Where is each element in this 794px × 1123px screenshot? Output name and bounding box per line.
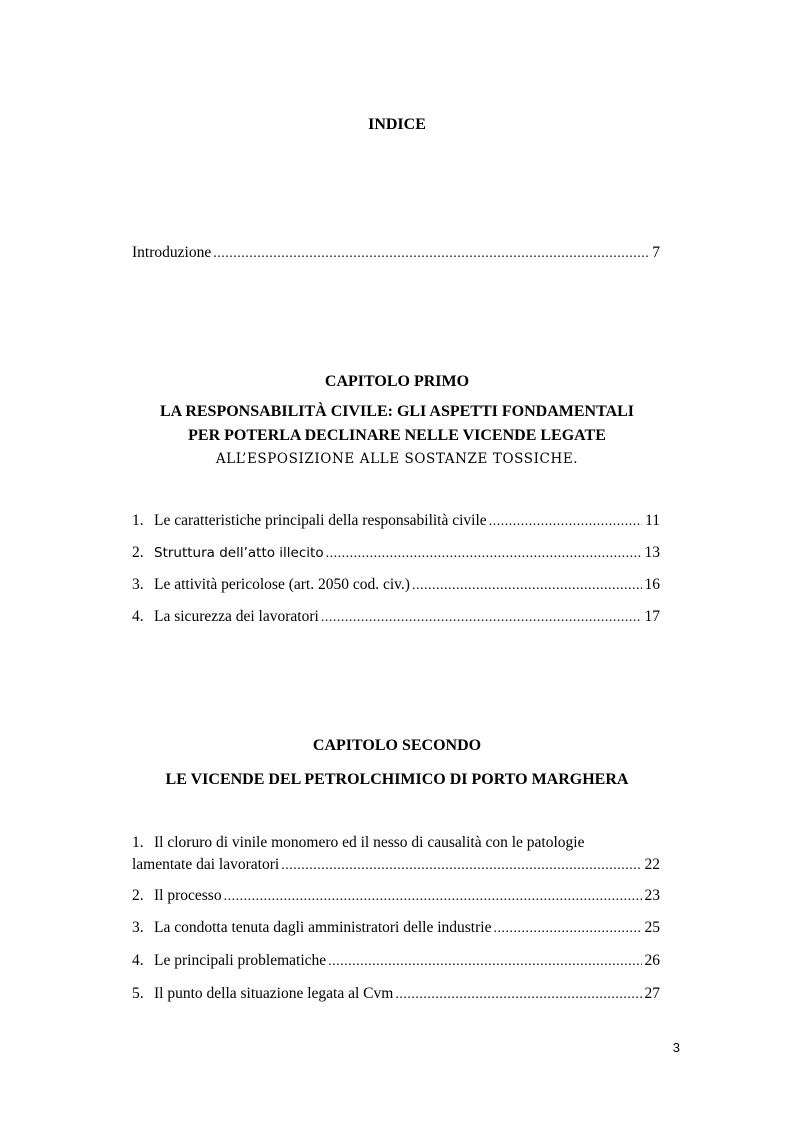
toc-entry-page: 13	[644, 544, 660, 561]
toc-entry-ch1-4[interactable]	[132, 607, 660, 627]
toc-entry-page: 17	[644, 608, 660, 625]
toc-entry-title: La condotta tenuta dagli amministratori delle industrie	[154, 919, 492, 936]
chapter-1-subtitle-line-2: PER POTERLA DECLINARE NELLE VICENDE LEGATE	[188, 427, 606, 444]
toc-leader-dots	[395, 985, 641, 1005]
chapter-2-heading: CAPITOLO SECONDO	[312, 737, 482, 754]
chapter-1-subtitle-line-1: LA RESPONSABILITÀ CIVILE: GLI ASPETTI FONDAMENTALI	[159, 403, 635, 420]
page-title: INDICE	[368, 116, 426, 133]
toc-entry-title: Le caratteristiche principali della responsabilità civile	[154, 512, 487, 529]
toc-entry-ch1-2[interactable]	[132, 543, 660, 563]
toc-entry-title: Il cloruro di vinile monomero ed il nesso di causalità con le patologie	[154, 834, 585, 851]
toc-entry-number: 2.	[132, 544, 144, 561]
toc-entry-title: Struttura dell’atto illecito	[154, 545, 324, 561]
toc-entry-number: 5.	[132, 985, 144, 1002]
toc-entry-ch1-1[interactable]	[132, 511, 660, 531]
toc-entry-page: 7	[652, 244, 660, 261]
toc-leader-dots	[493, 919, 641, 939]
toc-entry-page: 27	[644, 985, 660, 1002]
toc-entry-ch2-1-line-2[interactable]	[132, 855, 660, 875]
toc-entry-page: 11	[645, 512, 660, 529]
toc-leader-dots	[224, 887, 642, 907]
toc-leader-dots	[281, 856, 641, 876]
toc-entry-ch1-3[interactable]	[132, 575, 660, 595]
toc-entry-number: 4.	[132, 952, 144, 969]
toc-entry-ch2-5[interactable]	[132, 984, 660, 1004]
toc-entry-title: Introduzione	[132, 244, 212, 261]
toc-leader-dots	[321, 608, 642, 628]
toc-leader-dots	[328, 952, 641, 972]
toc-entry-page: 23	[644, 887, 660, 904]
toc-entry-page: 22	[644, 856, 660, 873]
toc-entry-number: 3.	[132, 576, 144, 593]
toc-entry-ch2-3[interactable]	[132, 918, 660, 938]
toc-entry-number: 3.	[132, 919, 144, 936]
toc-entry-number: 2.	[132, 887, 144, 904]
toc-entry-page: 26	[644, 952, 660, 969]
toc-entry-title: Le attività pericolose (art. 2050 cod. civ.)	[154, 576, 410, 593]
toc-entry-number: 1.	[132, 834, 144, 851]
toc-entry-introduction[interactable]	[132, 243, 660, 263]
toc-entry-title: Il processo	[154, 887, 222, 904]
toc-leader-dots	[213, 244, 649, 264]
chapter-1-heading: CAPITOLO PRIMO	[324, 373, 470, 390]
toc-entry-ch2-1-line-1[interactable]	[132, 833, 660, 853]
toc-entry-number: 4.	[132, 608, 144, 625]
toc-entry-ch2-2[interactable]	[132, 886, 660, 906]
toc-entry-ch2-4[interactable]	[132, 951, 660, 971]
toc-leader-dots	[489, 512, 642, 532]
toc-entry-page: 25	[644, 919, 660, 936]
toc-entry-number: 1.	[132, 512, 144, 529]
chapter-1-subtitle-line-3: ALL’ESPOSIZIONE ALLE SOSTANZE TOSSICHE.	[215, 451, 579, 467]
chapter-2-subtitle: LE VICENDE DEL PETROLCHIMICO DI PORTO MARGHERA	[165, 771, 629, 788]
toc-entry-title: La sicurezza dei lavoratori	[154, 608, 319, 625]
toc-entry-page: 16	[644, 576, 660, 593]
page-number: 3	[672, 1040, 680, 1055]
toc-entry-title: Il punto della situazione legata al Cvm	[154, 985, 394, 1002]
toc-leader-dots	[412, 576, 642, 596]
toc-leader-dots	[326, 544, 642, 564]
toc-entry-title: Le principali problematiche	[154, 952, 327, 969]
toc-entry-title: lamentate dai lavoratori	[132, 856, 280, 873]
